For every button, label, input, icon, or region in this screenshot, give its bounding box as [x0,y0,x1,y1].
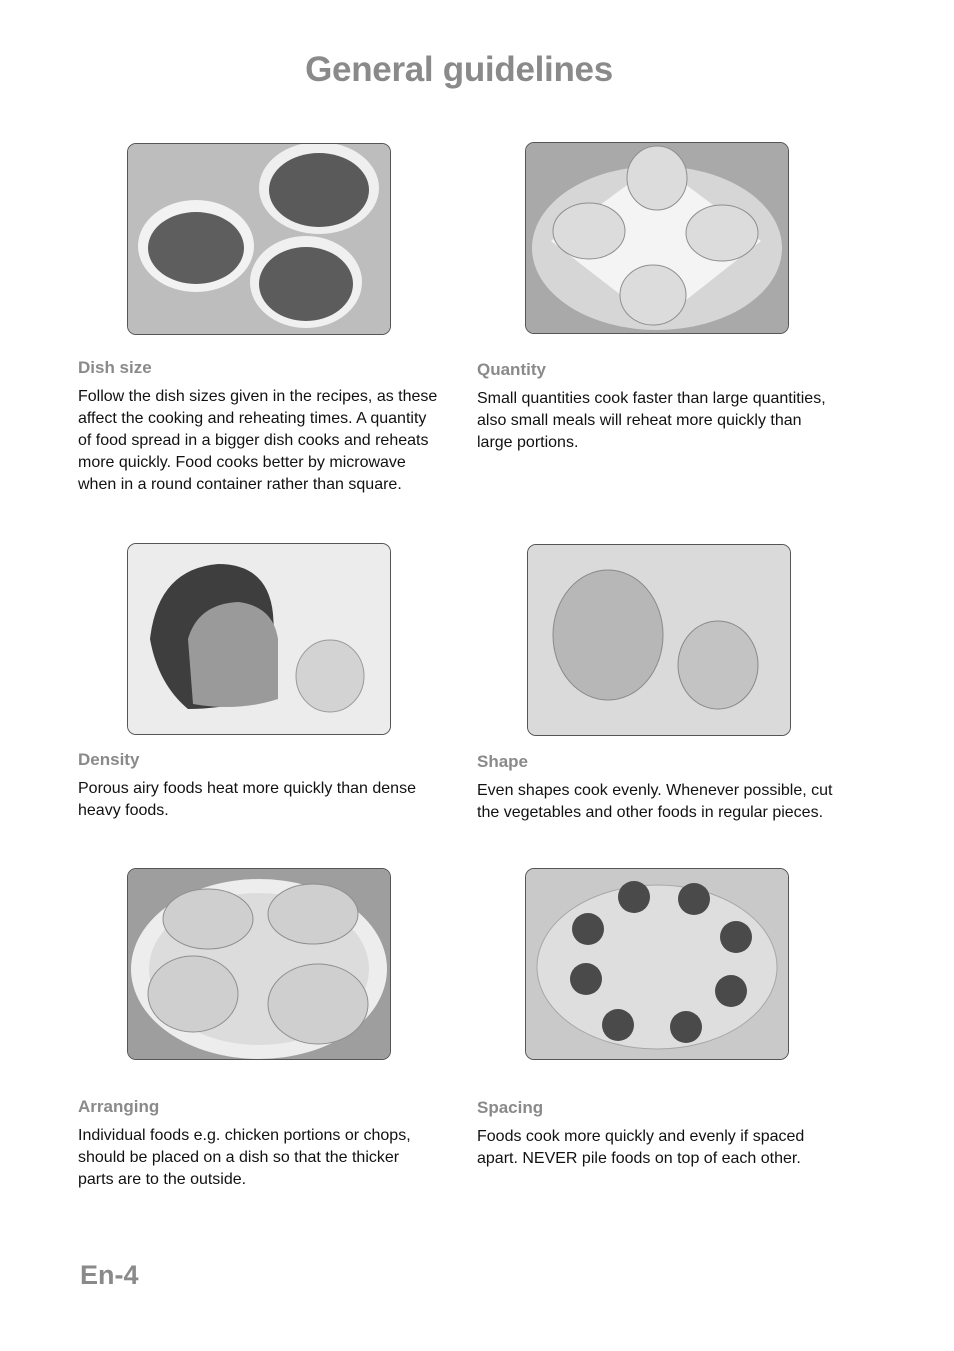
section-heading: Quantity [477,360,546,379]
section-heading: Arranging [78,1097,160,1116]
section-body: Even shapes cook evenly. Whenever possible, cut the vegetables and other foods in regular pieces. [477,782,833,821]
quantity-photo [525,142,789,334]
section-shape [477,752,837,824]
dish-size-photo [127,143,391,335]
density-photo [127,543,391,735]
section-dish-size [78,358,438,496]
section-spacing [477,1098,837,1170]
section-body: Small quantities cook faster than large quantities, also small meals will reheat more quickly than large portions. [477,390,826,451]
section-body: Individual foods e.g. chicken portions or chops, should be placed on a dish so that the thicker parts are to the outside. [78,1127,411,1188]
section-arranging [78,1097,438,1191]
arranging-photo [127,868,391,1060]
page-title: General guidelines [305,50,613,89]
section-heading: Dish size [78,358,152,377]
section-quantity [477,360,837,454]
section-heading: Shape [477,752,529,771]
shape-photo [527,544,791,736]
section-density [78,750,438,822]
page-number: En-4 [80,1260,139,1290]
section-heading: Spacing [477,1098,544,1117]
section-body: Porous airy foods heat more quickly than dense heavy foods. [78,780,416,819]
section-heading: Density [78,750,140,769]
spacing-photo [525,868,789,1060]
section-body: Foods cook more quickly and evenly if spaced apart. NEVER pile foods on top of each other. [477,1128,805,1167]
section-body: Follow the dish sizes given in the recipes, as these affect the cooking and reheating times. A quantity of food spread in a bigger dish cooks and reheats more quickly. Food cooks better by microwave when in a round container rather than square. [78,388,438,493]
